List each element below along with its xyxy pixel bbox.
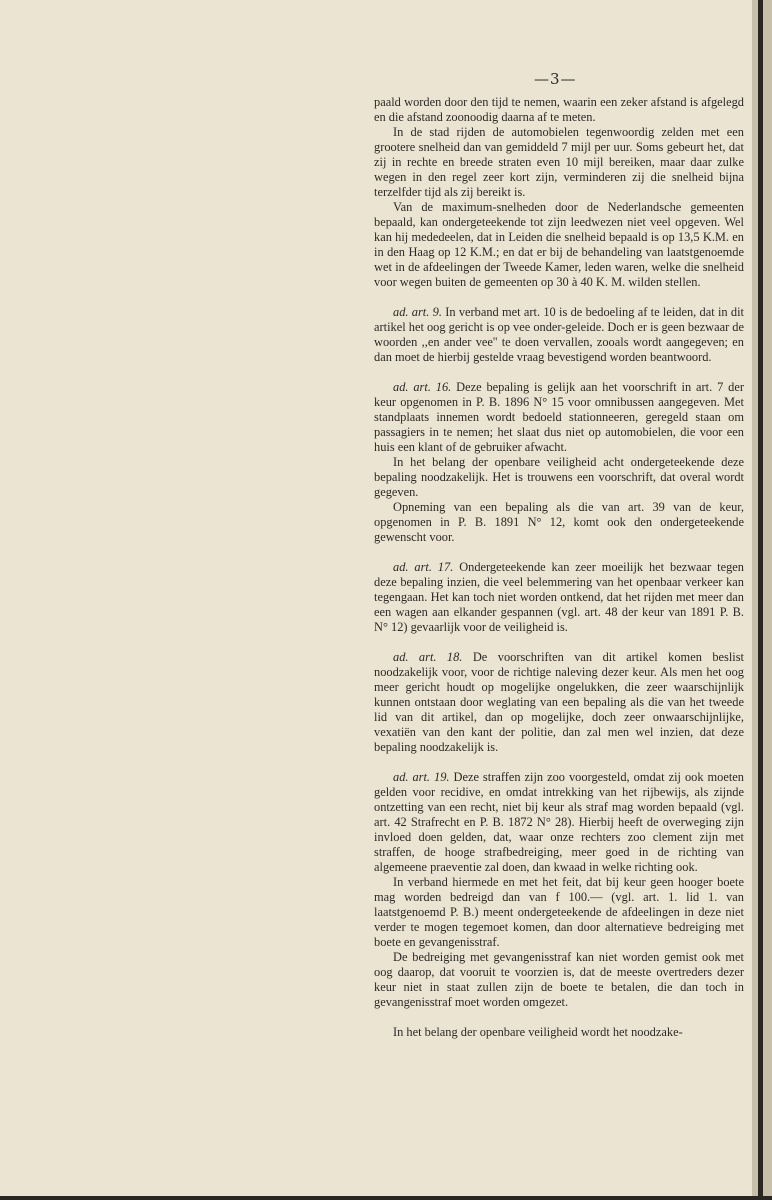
paragraph-text: Deze straffen zijn zoo voorgesteld, omdat zij ook moeten gelden voor recidive, en omdat intrekking van het rijbewijs, als zijnde ontzetting van een recht, niet bij keur als straf mag worden bepaald (vgl. art. 42 Strafrecht en P. B. 1872 N° 28). Hierbij heeft de overweging zijn invloed doen gelden, dat, waar onze rechters zoo clement zijn met straffen, de hooge strafbedreiging, meer goed in de richting van algemeene praeventie zal doen, dan kwaad in welke richting ook. (374, 770, 744, 874)
page-bottom-edge (0, 1196, 772, 1200)
paragraph (374, 500, 744, 545)
paragraph (374, 650, 744, 755)
paragraph (374, 455, 744, 500)
paragraph-gap (374, 755, 744, 770)
paragraph (374, 950, 744, 1010)
paragraph-text: In verband met art. 10 is de bedoeling af te leiden, dat in dit artikel het oog gericht is op vee onder-geleide. Doch er is geen bezwaar de woorden ,,en ander vee'' te doen vervallen, zooals wordt aangegeven; en dan moet de hierbij gestelde vraag bevestigend worden beantwoord. (374, 305, 744, 364)
paragraph (374, 560, 744, 635)
article-reference: ad. art. 18. (393, 650, 463, 664)
paragraph (374, 125, 744, 200)
paragraph (374, 875, 744, 950)
paragraph-text: Van de maximum-snelheden door de Nederlandsche gemeenten bepaald, kan ondergeteekende tot zijn leedwezen niet veel opgeven. Wel kan hij mededeelen, dat in Leiden die snelheid bepaald is op 13,5 K.M. en in den Haag op 12 K.M.; en dat er bij de behandeling van laatstgenoemde wet in de afdeelingen der Tweede Kamer, leden waren, welke die snelheid voor wegen buiten de gemeenten op 30 à 40 K. M. wilden stellen. (374, 200, 744, 289)
paragraph-text: De voorschriften van dit artikel komen beslist noodzakelijk voor, voor de richtige naleving dezer keur. Als men het oog meer gericht houdt op mogelijke ongelukken, die zeer waarschijnlijk kunnen ontstaan door weglating van een bepaling als die van het tweede lid van dit artikel, dan op mogelijke, doch zeer onwaarschijnlijke, vexatiën van den kant der politie, dan zal men wel inzien, dat deze bepaling noodzakelijk is. (374, 650, 744, 754)
paragraph (374, 200, 744, 290)
paragraph (374, 95, 744, 125)
paragraph-text: In verband hiermede en met het feit, dat bij keur geen hooger boete mag worden bedreigd dan van f 100.— (vgl. art. 1. lid 1. van laatstgenoemd P. B.) meent ondergeteekende de afdeelingen in deze niet verder te mogen tegemoet komen, dan door alternatieve bedreiging met boete en gevangenisstraf. (374, 875, 744, 949)
paragraph-text: In het belang der openbare veiligheid wordt het noodzake- (393, 1025, 683, 1039)
article-reference: ad. art. 9. (393, 305, 442, 319)
bleed-through-text (110, 70, 260, 190)
paragraph-gap (374, 290, 744, 305)
paragraph (374, 1025, 744, 1040)
paragraph-gap (374, 545, 744, 560)
paragraph (374, 380, 744, 455)
page-edge (752, 0, 772, 1196)
paragraph-text: Deze bepaling is gelijk aan het voorschrift in art. 7 der keur opgenomen in P. B. 1896 N° 15 voor omnibussen aangegeven. Met standplaats innemen wordt bedoeld stationneeren, geregeld staan om passagiers in te nemen; het slaat dus niet op automobielen, die voor een huis een klant of de gebruiker afwacht. (374, 380, 744, 454)
paragraph-gap (374, 1010, 744, 1025)
article-reference: ad. art. 16. (393, 380, 452, 394)
paragraph-gap (374, 365, 744, 380)
paragraph-text: In het belang der openbare veiligheid acht ondergeteekende deze bepaling noodzakelijk. Het is trouwens een voorschrift, dat overal wordt gegeven. (374, 455, 744, 499)
paragraph-gap (374, 635, 744, 650)
paragraph-text: paald worden door den tijd te nemen, waarin een zeker afstand is afgelegd en die afstand zoonoodig daarna af te meten. (374, 95, 744, 124)
paragraph-text: De bedreiging met gevangenisstraf kan niet worden gemist ook met oog daarop, dat vooruit te voorzien is, dat de meeste overtreders dezer keur niet in staat zullen zijn de boete te betalen, die dan toch in gevangenisstraf moet worden omgezet. (374, 950, 744, 1009)
text-column (374, 95, 744, 1040)
article-reference: ad. art. 17. (393, 560, 454, 574)
article-reference: ad. art. 19. (393, 770, 450, 784)
paragraph (374, 305, 744, 365)
paragraph (374, 770, 744, 875)
paragraph-text: Ondergeteekende kan zeer moeilijk het bezwaar tegen deze bepaling inzien, die veel belemmering van het openbaar verkeer kan tegengaan. Het kan toch niet worden ontkend, dat het rijden met meer dan een wagen aan elkander gespannen (vgl. art. 48 der keur van 1891 P. B. N° 12) gevaarlijk voor de veiligheid is. (374, 560, 744, 634)
paragraph-text: Opneming van een bepaling als die van art. 39 van de keur, opgenomen in P. B. 1891 N° 12, komt ook den ondergeteekende gewenscht voor. (374, 500, 744, 544)
page-number: —3— (534, 70, 577, 88)
paragraph-text: In de stad rijden de automobielen tegenwoordig zelden met een grootere snelheid dan van gemiddeld 7 mijl per uur. Soms gebeurt het, dat zij in rechte en breede straten even 10 mijl bereiken, maar daar zulke wegen in den regel zeer kort zijn, verminderen zij die snelheid bijna terzelfder tijd als zij bereikt is. (374, 125, 744, 199)
